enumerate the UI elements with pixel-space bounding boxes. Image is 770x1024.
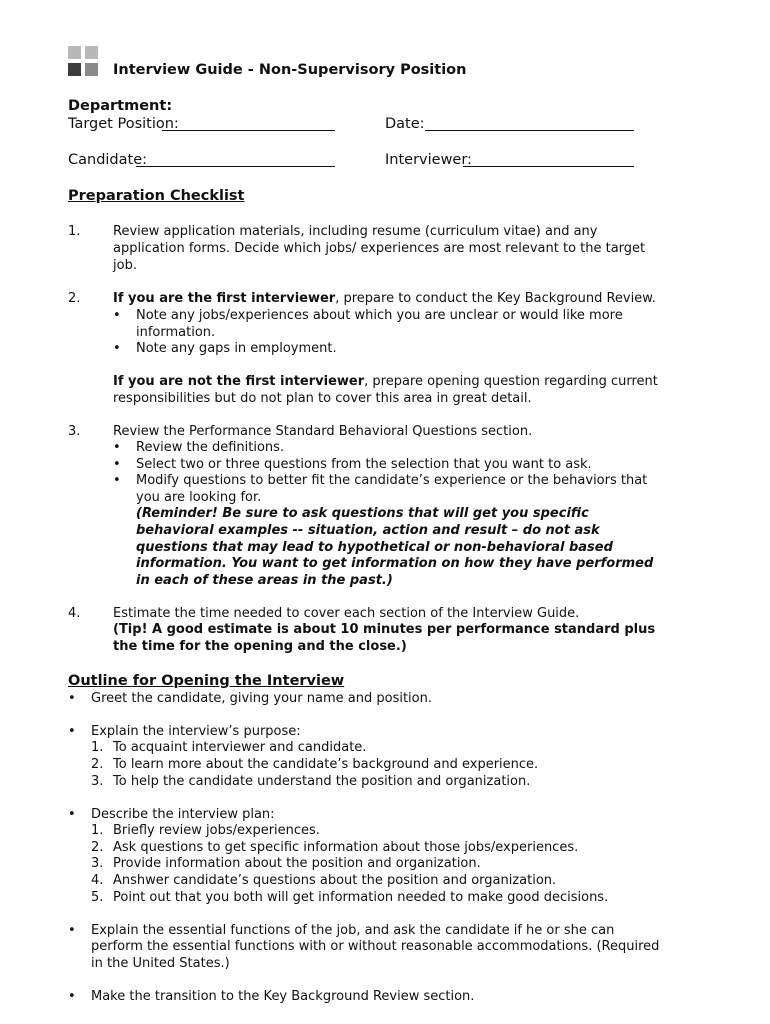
list-number: 2.	[91, 757, 104, 772]
bullet-icon: •	[68, 724, 76, 739]
list-number: 1.	[91, 823, 104, 838]
preparation-checklist-heading: Preparation Checklist	[68, 188, 245, 204]
tip-text: (Tip! A good estimate is about 10 minutes per performance standard plus	[113, 622, 656, 637]
bullet-icon: •	[68, 691, 76, 706]
list-item: To learn more about the candidate’s background and experience.	[113, 757, 539, 772]
item-text: application forms. Decide which jobs/ experiences are most relevant to the target	[113, 241, 646, 256]
bullet-text: Describe the interview plan:	[91, 807, 275, 822]
date-field[interactable]	[425, 130, 634, 131]
list-item: Ask questions to get specific information about those jobs/experiences.	[113, 840, 579, 855]
list-number: 4.	[91, 873, 104, 888]
item-number: 3.	[68, 424, 81, 439]
bullet-icon: •	[113, 308, 121, 323]
outline-heading: Outline for Opening the Interview	[68, 673, 345, 689]
bullet-text: Explain the essential functions of the job, and ask the candidate if he or she can	[91, 923, 615, 938]
reminder-text: in each of these areas in the past.)	[136, 573, 393, 588]
list-item: Provide information about the position and organization.	[113, 856, 481, 871]
reminder-text: (Reminder! Be sure to ask questions that will get you specific	[136, 506, 589, 521]
interviewer-label: Interviewer:	[385, 152, 472, 168]
item-text: If you are not the first interviewer, prepare opening question regarding current	[113, 374, 658, 389]
item-text: Review application materials, including resume (curriculum vitae) and any	[113, 224, 598, 239]
bullet-icon: •	[113, 341, 121, 356]
item-number: 1.	[68, 224, 81, 239]
bullet-icon: •	[68, 923, 76, 938]
bullet-text: Greet the candidate, giving your name and position.	[91, 691, 432, 706]
list-number: 5.	[91, 890, 104, 905]
bullet-text: Make the transition to the Key Background Review section.	[91, 989, 475, 1004]
list-number: 2.	[91, 840, 104, 855]
item-text: responsibilities but do not plan to cover this area in great detail.	[113, 391, 532, 406]
list-number: 3.	[91, 856, 104, 871]
bullet-icon: •	[113, 473, 121, 488]
list-item: To help the candidate understand the position and organization.	[113, 774, 531, 789]
item-number: 2.	[68, 291, 81, 306]
date-label: Date:	[385, 116, 425, 132]
item-number: 4.	[68, 606, 81, 621]
interviewer-field[interactable]	[463, 166, 634, 167]
item-text: Estimate the time needed to cover each section of the Interview Guide.	[113, 606, 580, 621]
tip-text: the time for the opening and the close.)	[113, 639, 407, 654]
bullet-text: Note any jobs/experiences about which you are unclear or would like more	[136, 308, 623, 323]
bullet-text: Review the definitions.	[136, 440, 285, 455]
item-text: job.	[113, 258, 137, 273]
bullet-icon: •	[113, 440, 121, 455]
item-text: Review the Performance Standard Behavioral Questions section.	[113, 424, 533, 439]
list-number: 3.	[91, 774, 104, 789]
reminder-text: behavioral examples -- situation, action and result – do not ask	[136, 523, 600, 538]
bullet-text: perform the essential functions with or without reasonable accommodations. (Required	[91, 939, 660, 954]
bullet-text: Modify questions to better fit the candidate’s experience or the behaviors that	[136, 473, 648, 488]
list-item: Anshwer candidate’s questions about the position and organization.	[113, 873, 557, 888]
candidate-label: Candidate:	[68, 152, 148, 168]
bullet-text: in the United States.)	[91, 956, 230, 971]
bullet-icon: •	[68, 807, 76, 822]
department-label: Department:	[68, 98, 173, 114]
reminder-text: questions that may lead to hypothetical or non-behavioral based	[136, 540, 613, 555]
bullet-text: information.	[136, 325, 216, 340]
bullet-icon: •	[68, 989, 76, 1004]
candidate-field[interactable]	[136, 166, 335, 167]
target-position-label: Target Position:	[68, 116, 179, 132]
target-position-field[interactable]	[162, 130, 335, 131]
reminder-text: information. You want to get information on how they have performed	[136, 556, 654, 571]
list-item: To acquaint interviewer and candidate.	[113, 740, 367, 755]
list-number: 1.	[91, 740, 104, 755]
list-item: Point out that you both will get information needed to make good decisions.	[113, 890, 609, 905]
item-text: If you are the first interviewer, prepare to conduct the Key Background Review.	[113, 291, 656, 306]
bullet-text: Note any gaps in employment.	[136, 341, 337, 356]
document-title: Interview Guide - Non-Supervisory Position	[113, 62, 467, 78]
list-item: Briefly review jobs/experiences.	[113, 823, 320, 838]
bullet-icon: •	[113, 457, 121, 472]
bullet-text: Select two or three questions from the selection that you want to ask.	[136, 457, 592, 472]
bullet-text: you are looking for.	[136, 490, 262, 505]
bullet-text: Explain the interview’s purpose:	[91, 724, 301, 739]
